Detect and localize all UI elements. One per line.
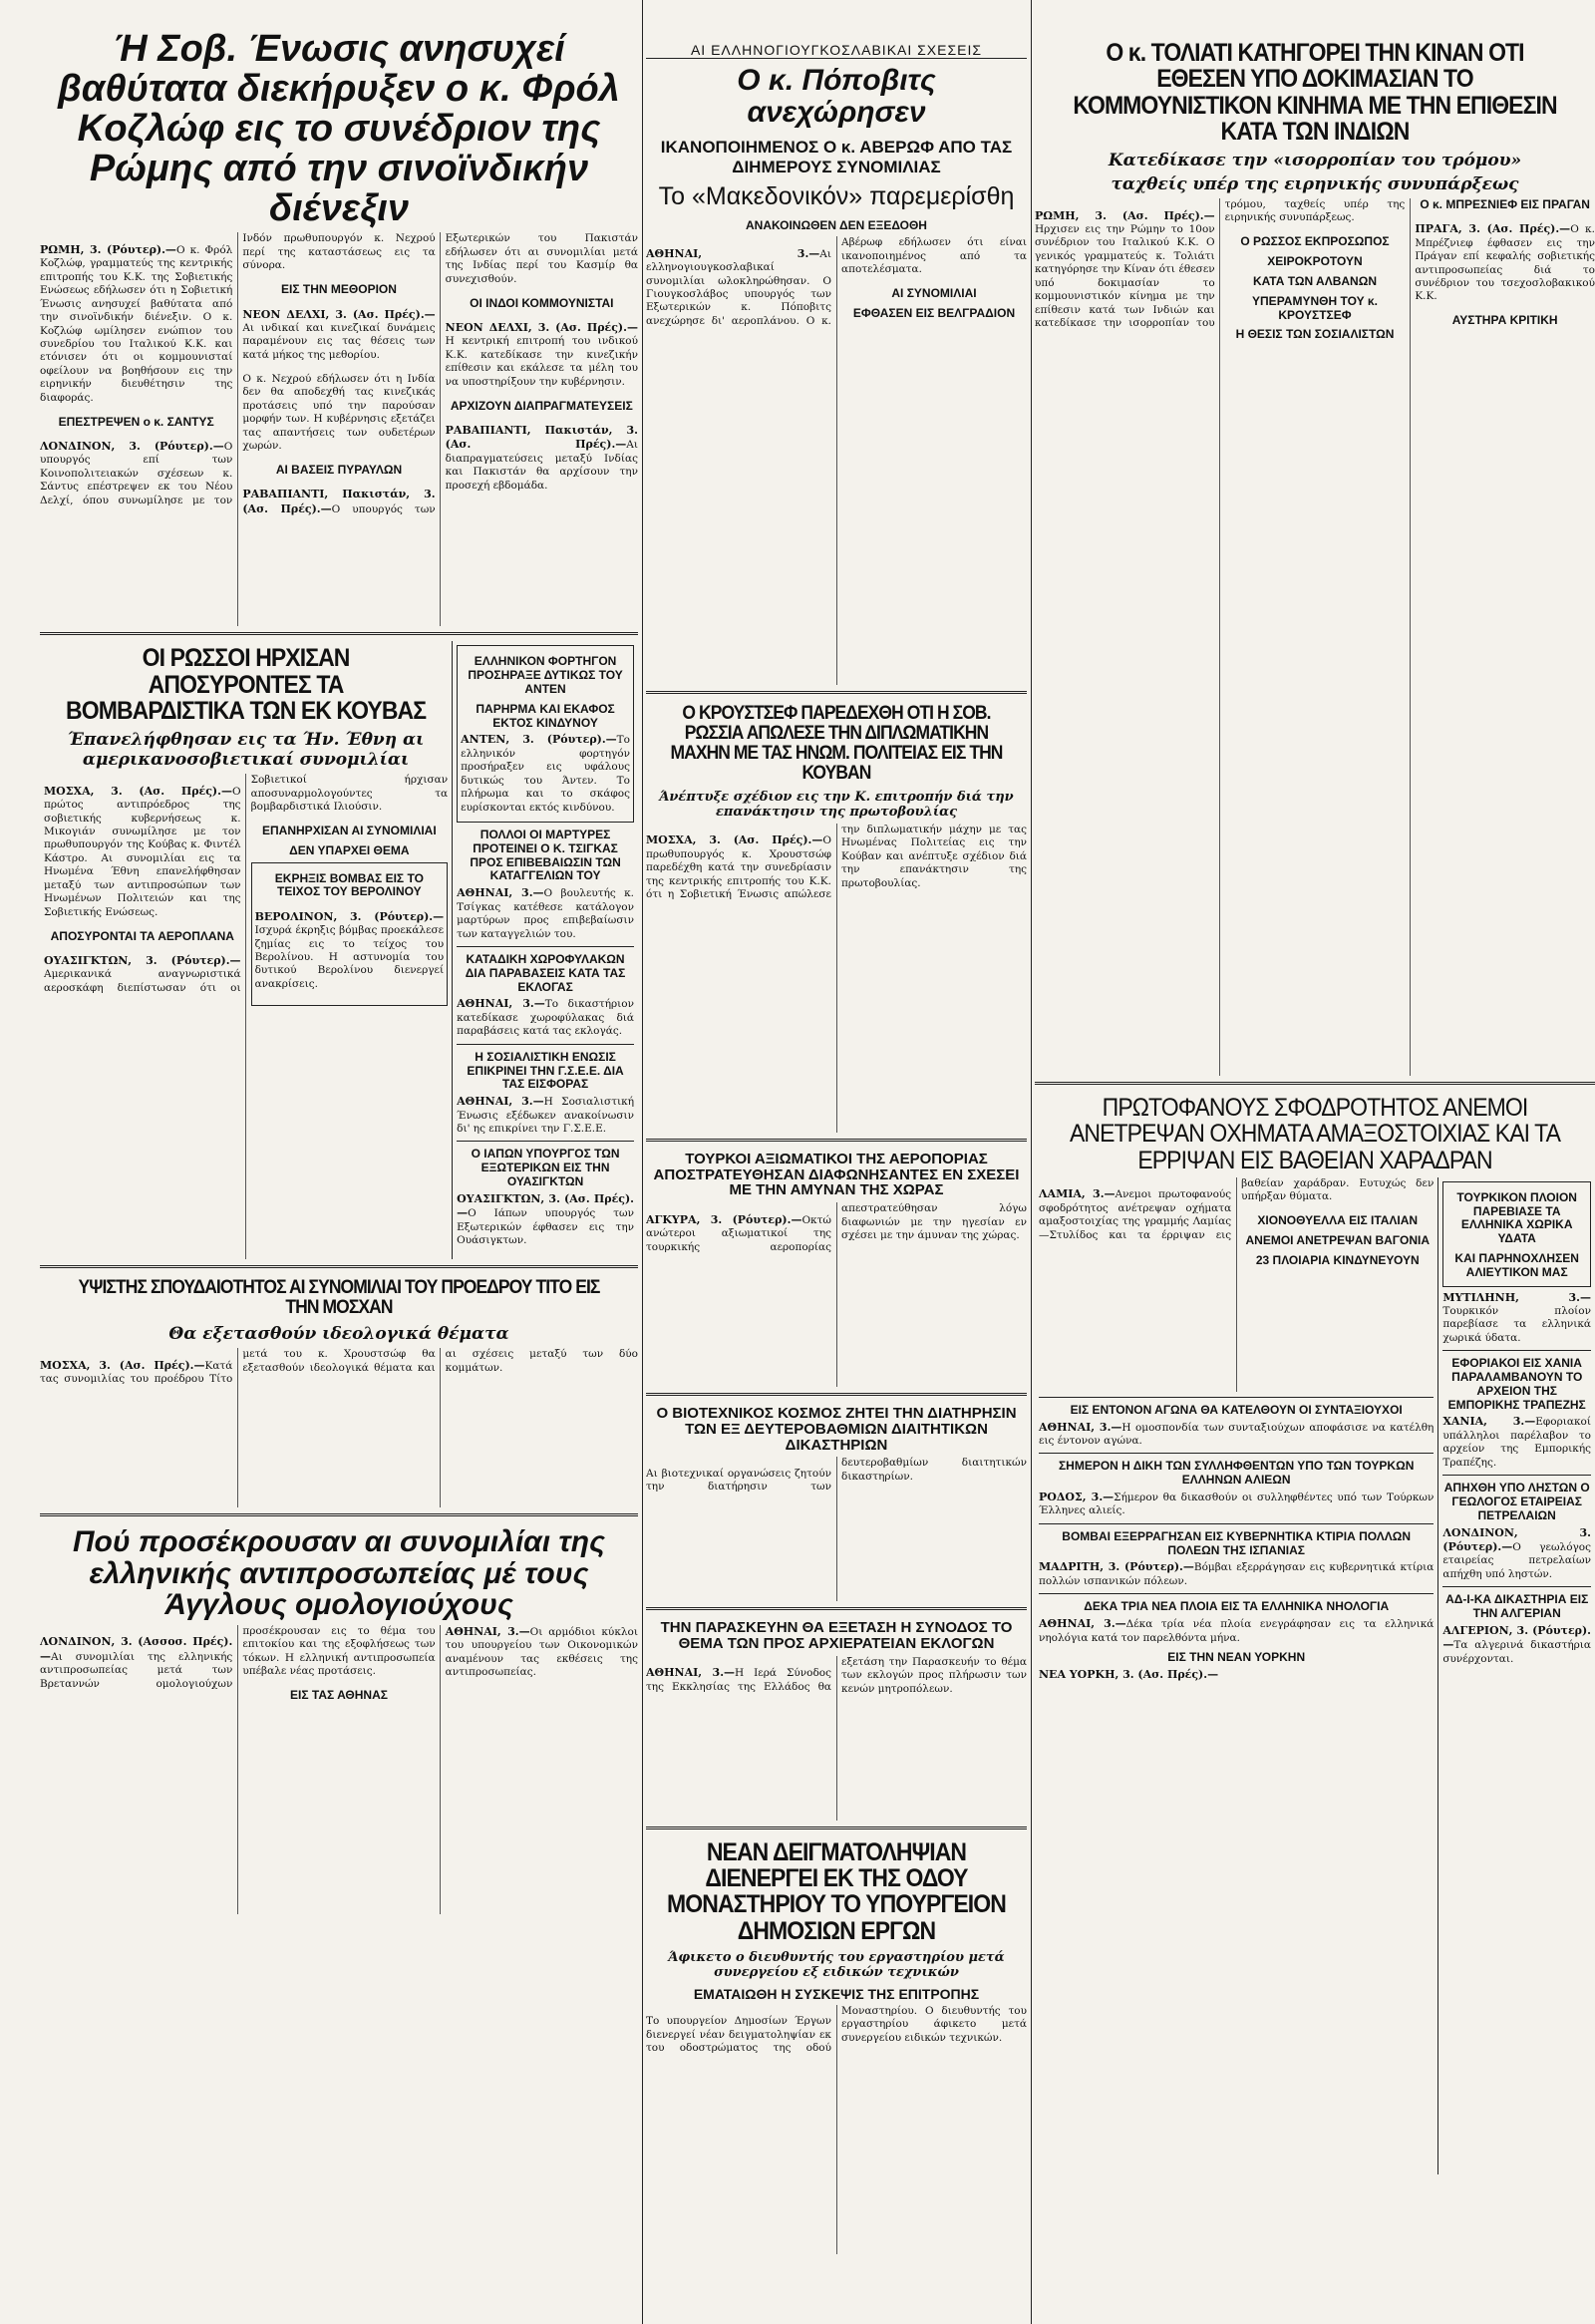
dateline: ΑΘΗΝΑΙ, 3.— — [1039, 1420, 1122, 1434]
article-body: Ο κ. Νεχρού εδήλωσεν ότι η Ινδία δεν θα αποδεχθή τας κινεζικάς προτάσεις υπό την παρούσαν μορφήν των. Η κυβέρνησις εξετάζει τας απαντήσεις των ουδετέρων χωρών. — [242, 372, 436, 452]
dateline: ΡΑΒΑΠΙΑΝΤΙ, Πακιστάν, 3. (Ασ. Πρές).— — [242, 488, 436, 515]
subhead: ΑΙ ΣΥΝΟΜΙΛΙΑΙ — [891, 285, 977, 300]
column-left — [40, 0, 638, 2324]
article-body: Το δικαστήριον κατεδίκασε χωροφύλακας διά παραβάσεις κατά τας εκλογάς. — [457, 998, 635, 1038]
article-body: Αμερικανικά αναγνωριστικά αεροσκάφη διεπίστωσαν ότι οι Σοβιετικοί ήρχισαν αποσυναρμολογούντες τα βομβαρδιστικά Ιλιούσιν. — [44, 774, 449, 994]
article-body: Εφοριακοί υπάλληλοι παρέλαβον το αρχείον της Εμπορικής Τραπέζης. — [1442, 1416, 1591, 1469]
tito-article — [40, 1348, 638, 1507]
subhead: ΑΙ ΒΑΣΕΙΣ ΠΥΡΑΥΛΩΝ — [275, 462, 403, 477]
subhead: Ο ΡΩΣΣΟΣ ΕΚΠΡΟΣΩΠΟΣ — [1240, 234, 1390, 249]
yugo-subheadline: ΙΚΑΝΟΠΟΙΗΜΕΝΟΣ Ο κ. ΑΒΕΡΩΦ ΑΠΟ ΤΑΣ ΔΙΗΜΕΡΟΥΣ ΣΥΝΟΜΙΛΙΑΣ — [660, 138, 1013, 176]
divider — [40, 1265, 638, 1268]
dateline: ΜΟΣΧΑ, 3. (Ασ. Πρές).— — [40, 1358, 205, 1372]
article-body: Ο βουλευτής κ. Τσίγκας κατέθεσε κατάλογον μαρτύρων προς επιβεβαίωσιν των καταγγελιών του. — [457, 887, 634, 940]
article-body: Ο υπουργός επί των Κοινοπολιτειακών σχέσεων κ. Σάντυς επέστρεψεν εκ του Νέου Δελχί, όπου συνωμίλησε με τον Ινδόν πρωθυπουργόν κ. Νεχρού περί της καταστάσεως εις τα σύνορα. — [40, 232, 436, 506]
togliatti-headline: Ο κ. ΤΟΛΙΑΤΙ ΚΑΤΗΓΟΡΕΙ ΤΗΝ ΚΙΝΑΝ ΟΤΙ ΕΘΕΣΕΝ ΥΠΟ ΔΟΚΙΜΑΣΙΑΝ ΤΟ ΚΟΜΜΟΥΝΙΣΤΙΚΟΝ ΚΙΝΗΜΑ ΜΕ ΤΗΝ ΕΠΙΘΕΣΙΝ ΚΑΤΑ ΤΩΝ ΙΝΔΙΩΝ — [1073, 39, 1557, 146]
dateline: ΑΘΗΝΑΙ, 3.— — [457, 1095, 544, 1109]
dateline: ΜΥΤΙΛΗΝΗ, 3.— — [1442, 1290, 1591, 1304]
dateline: ΝΕΟΝ ΔΕΛΧΙ, 3. (Ασ. Πρές).— — [445, 321, 638, 334]
divider — [646, 1139, 1027, 1142]
article-body: Ηρχισεν εις την Ρώμην το 10ον συνέδριον του Ιταλικού Κ.Κ. Ο γενικός γραμματεύς κ. Τολιάτι κατηγόρησε την Κίναν ότι έθεσεν υπό δοκιμασίαν το κομμουνιστικόν κίνημα με την επίθεσιν κατά των Ινδιών και κατεδίκασε την ισορροπίαν του τρόμου, ταχθείς υπέρ της ειρηνικής συνυπάρξεως. — [1035, 198, 1406, 329]
dateline: ΑΘΗΝΑΙ, 3.— — [445, 1624, 530, 1638]
subhead: ΚΑΤΑ ΤΩΝ ΑΛΒΑΝΩΝ — [1252, 273, 1377, 288]
dateline: ΑΘΗΝΑΙ, 3.— — [646, 246, 820, 260]
article-body: Ανεμοι πρωτοφανούς σφοδρότητος ανέτρεψαν οχήματα αμαξοστοιχίας της γραμμής Λαμίας—Στυλίδος και τα έρριψαν εις βαθείαν χαράδραν. Ευτυχώς δεν υπήρξαν θύματα. — [1039, 1176, 1435, 1241]
public-works-article — [646, 2005, 1027, 2254]
yugo-subheadline-3: ΑΝΑΚΟΙΝΩΘΕΝ ΔΕΝ ΕΞΕΔΟΘΗ — [746, 218, 927, 233]
dateline: ΡΩΜΗ, 3. (Ρόυτερ).— — [40, 242, 176, 256]
divider — [646, 691, 1027, 694]
subhead: ΑΝΕΜΟΙ ΑΝΕΤΡΕΨΑΝ ΒΑΓΟΝΙΑ — [1245, 1232, 1430, 1247]
subhead: ΔΕΝ ΥΠΑΡΧΕΙ ΘΕΜΑ — [289, 842, 410, 857]
divider — [1039, 1397, 1434, 1398]
divider — [646, 1607, 1027, 1610]
dateline: ΑΘΗΝΑΙ, 3.— — [1039, 1617, 1126, 1631]
togliatti-subheadline: Κατεδίκασε την «ισορροπίαν του τρόμου» — [1108, 151, 1522, 170]
divider — [457, 1141, 634, 1142]
dateline: ΡΩΜΗ, 3. (Ασ. Πρές).— — [1035, 208, 1215, 222]
winds-article — [1039, 1177, 1434, 1392]
uk-bondholders-article — [40, 1625, 638, 1914]
bomb-headline: ΕΚΡΗΞΙΣ ΒΟΜΒΑΣ ΕΙΣ ΤΟ ΤΕΙΧΟΣ ΤΟΥ ΒΕΡΟΛΙΝΟΥ — [274, 870, 424, 899]
chania-headline: ΕΦΟΡΙΑΚΟΙ ΕΙΣ ΧΑΝΙΑ ΠΑΡΑΛΑΜΒΑΝΟΥΝ ΤΟ ΑΡΧΕΙΟΝ ΤΗΣ ΕΜΠΟΡΙΚΗΣ ΤΡΑΠΕΖΗΣ — [1447, 1356, 1586, 1412]
subhead: ΕΙΣ ΤΑΣ ΑΘΗΝΑΣ — [290, 1688, 388, 1703]
yugo-subheadline-2: Το «Μακεδονικόν» παρεμερίσθη — [658, 182, 1015, 211]
column-middle — [646, 0, 1027, 2324]
khrushchev-cuba-article — [646, 824, 1027, 1133]
subhead: ΑΠΟΣΥΡΟΝΤΑΙ ΤΑ ΑΕΡΟΠΛΑΝΑ — [50, 928, 234, 943]
column-rule-1 — [642, 0, 643, 2324]
khrushchev-cuba-headline: Ο ΚΡΟΥΣΤΣΕΦ ΠΑΡΕΔΕΧΘΗ ΟΤΙ Η ΣΟΒ. ΡΩΣΣΙΑ ΑΠΩΛΕΣΕ ΤΗΝ ΔΙΠΛΩΜΑΤΙΚΗΝ ΜΑΧΗΝ ΜΕ ΤΑΣ ΗΝΩΜ. ΠΟΛΙΤΕΙΑΣ ΕΙΣ ΤΗΝ ΚΟΥΒΑΝ — [670, 703, 1003, 784]
craft-article — [646, 1457, 1027, 1601]
public-works-headline: ΝΕΑΝ ΔΕΙΓΜΑΤΟΛΗΨΙΑΝ ΔΙΕΝΕΡΓΕΙ ΕΚ ΤΗΣ ΟΔΟΥ ΜΟΝΑΣΤΗΡΙΟΥ ΤΟ ΥΠΟΥΡΓΕΙΟΝ ΔΗΜΟΣΙΩΝ ΕΡΓΩΝ — [667, 1837, 1006, 1945]
article-body: Αι ελληνογιουγκοσλαβικαί συνομιλίαι ωλοκληρώθησαν. Ο Γιουγκοσλάβος υπουργός των Εξωτερικών κ. Πόποβιτς ανεχώρησε δι' αεροπλάνου. Ο κ. Αβέρωφ εδήλωσεν ότι είναι ικανοποιημένος από τα αποτελέσματα. — [646, 236, 1027, 327]
turkish-officers-headline: ΤΟΥΡΚΟΙ ΑΞΙΩΜΑΤΙΚΟΙ ΤΗΣ ΑΕΡΟΠΟΡΙΑΣ ΑΠΟΣΤΡΑΤΕΥΘΗΣΑΝ ΔΙΑΦΩΝΗΣΑΝΤΕΣ ΕΝ ΣΧΕΣΕΙ ΜΕ ΤΗΝ ΑΜΥΝΑΝ ΤΗΣ ΧΩΡΑΣ — [653, 1150, 1020, 1199]
yugo-article — [646, 236, 1027, 685]
divider — [1039, 1523, 1434, 1524]
divider — [40, 632, 638, 635]
craft-headline: Ο ΒΙΟΤΕΧΝΙΚΟΣ ΚΟΣΜΟΣ ΖΗΤΕΙ ΤΗΝ ΔΙΑΤΗΡΗΣΙΝ ΤΩΝ ΕΞ ΔΕΥΤΕΡΟΒΑΘΜΙΩΝ ΔΙΑΙΤΗΤΙΚΩΝ ΔΙΚΑΣΤΗΡΙΩΝ — [656, 1405, 1017, 1454]
article-body: Ο πρώτος αντιπρόεδρος της σοβιετικής κυβερνήσεως κ. Μικογιάν συνωμίλησε με τον πρωθυπουργόν της Κούβας κ. Φιντέλ Κάστρο. Αι συνομιλίαι εις τα Ηνωμένα Έθνη επανελήφθησαν μεταξύ των αντιπροσώπων των Ηνωμένων Πολιτειών και της Σοβιετικής Ενώσεως. — [44, 785, 241, 918]
dateline: ΠΡΑΓΑ, 3. (Ασ. Πρές).— — [1415, 222, 1571, 236]
subhead: Ο κ. ΜΠΡΕΣΝΙΕΦ ΕΙΣ ΠΡΑΓΑΝ — [1420, 197, 1590, 211]
russia-and-ship-section — [40, 641, 638, 1259]
article-body: Ο πρωθυπουργός κ. Χρουστσώφ παρεδέχθη κατά την συνεδρίασιν της κεντρικής επιτροπής του Κ.Κ. ότι η Σοβιετική Ένωσις απώλεσε την διπλωματικήν μάχην με τας Ηνωμένας Πολιτείας εις την Κούβαν και ανέπτυξε σχέδιον διά την επανάκτησιν της πρωτοβουλίας. — [646, 823, 1027, 901]
synod-article — [646, 1656, 1027, 1821]
article-body: Το υπουργείον Δημοσίων Έργων διενεργεί νέαν δειγματοληψίαν εκ του οδοστρώματος της οδού Μοναστηρίου. Ο διευθυντής του εργαστηρίου άφικετο μετά συνεργείου ειδικών τεχνικών. — [646, 2004, 1027, 2055]
dateline: ΛΟΝΔΙΝΟΝ, 3. (Ασσοσ. Πρές).— — [40, 1635, 233, 1663]
dateline: ΡΟΔΟΣ, 3.— — [1039, 1491, 1115, 1504]
article-body: Αι συνομιλίαι της ελληνικής αντιπροσωπείας μετά των Βρεταννών ομολογιούχων προσέκρουσαν εις το θέμα του επιτοκίου και της εξοφλήσεως των τόκων. Η ελληνική αντιπροσωπεία υπέβαλε νέας προτάσεις. — [40, 1624, 436, 1690]
article-body: Οι αρμόδιοι κύκλοι του υπουργείου των Οικονομικών αναμένουν τας εκθέσεις της αντιπροσωπείας. — [445, 1625, 638, 1679]
subhead: ΧΕΙΡΟΚΡΟΤΟΥΝ — [1267, 254, 1363, 269]
russia-subheadline: Έπανελήφθησαν εις τα Ήν. Έθνη αι αμερικανοσοβιετικαί συνομιλίαι — [67, 730, 425, 771]
yugo-kicker: ΑΙ ΕΛΛΗΝΟΓΙΟΥΓΚΟΣΛΑΒΙΚΑΙ ΣΧΕΣΕΙΣ — [646, 42, 1027, 59]
article-body: Αι βιοτεχνικαί οργανώσεις ζητούν την διατήρησιν των δευτεροβαθμίων διαιτητικών δικαστηρίων. — [646, 1457, 1027, 1494]
divider — [40, 1513, 638, 1516]
dateline: ΑΘΗΝΑΙ, 3.— — [646, 1666, 736, 1680]
article-body: Οκτώ ανώτεροι αξιωματικοί της τουρκικής αεροπορίας απεστρατεύθησαν λόγω διαφωνιών με την ηγεσίαν εν σχέσει με την άμυναν της χώρας. — [646, 1202, 1027, 1253]
dateline: ΡΑΒΑΠΙΑΝΤΙ, Πακιστάν, 3. (Ασ. Πρές).— — [445, 423, 638, 452]
article-body: Ο Ιάπων υπουργός των Εξωτερικών έφθασεν εις την Ουάσιγκτων. — [457, 1207, 634, 1247]
dateline: ΜΑΔΡΙΤΗ, 3. (Ρόυτερ).— — [1039, 1560, 1194, 1574]
article-body: Η ομοσπονδία των συνταξιούχων αποφάσισε να κατέλθη εις έντονον αγώνα. — [1039, 1421, 1435, 1447]
subhead: ΕΠΑΝΗΡΧΙΣΑΝ ΑΙ ΣΥΝΟΜΙΛΙΑΙ — [262, 824, 437, 838]
article-body: Ο κ. Φρόλ Κοζλώφ, γραμματεύς της κεντρικής επιτροπής του Κ.Κ. της Σοβιετικής Ενώσεως εδήλωσεν ότι η Σοβιετική Ένωσις ανησυχεί βαθύτατα από την σινοϊνδικήν διένεξιν. Ο κ. Κοζλώφ ωμίλησεν ενώπιον του συνεδρίου του Ιταλικού Κ.Κ. και ετόνισεν ότι οι κομμουνισταί οφείλουν να βοηθήσουν εις την ειρηνικήν διευθέτησιν της διαφοράς. — [40, 243, 233, 404]
dateline: ΒΕΡΟΛΙΝΟΝ, 3. (Ρόυτερ).— — [254, 909, 445, 923]
divider — [1039, 1593, 1434, 1594]
divider — [1039, 1453, 1434, 1454]
dateline: ΛΟΝΔΙΝΟΝ, 3. (Ρόυτερ).— — [1442, 1525, 1591, 1554]
algeria-courts-headline: ΑΔ-Ι-ΚΑ ΔΙΚΑΣΤΗΡΙΑ ΕΙΣ ΤΗΝ ΑΛΓΕΡΙΑΝ — [1445, 1592, 1589, 1621]
winds-briefs — [1035, 1177, 1437, 2174]
article-body: Ισχυρά έκρηξις βόμβας προεκάλεσε ζημίας εις το τείχος του Βερολίνου. Η αστυνομία του δυτικού Βερολίνου διενεργεί ανακρίσεις. — [254, 924, 445, 990]
divider — [1442, 1475, 1591, 1476]
column-rule-2 — [1031, 0, 1032, 2324]
japan-headline: Ο ΙΑΠΩΝ ΥΠΟΥΡΓΟΣ ΤΩΝ ΕΞΩΤΕΡΙΚΩΝ ΕΙΣ ΤΗΝ ΟΥΑΣΙΓΚΤΩΝ — [471, 1147, 620, 1188]
dateline: ΑΝΤΕΝ, 3. (Ρόυτερ).— — [461, 733, 617, 747]
article-body: Δέκα τρία νέα πλοία ενεγράφησαν εις τα ελληνικά νηολόγια κατά τον παρελθόντα μήνα. — [1039, 1618, 1435, 1644]
public-works-subheadline-2: ΕΜΑΤΑΙΩΘΗ Η ΣΥΣΚΕΨΙΣ ΤΗΣ ΕΠΙΤΡΟΠΗΣ — [693, 1985, 980, 2002]
article-body: Κατά τας συνομιλίας του προέδρου Τίτο μετά του κ. Χρουστσώφ θα εξετασθούν ιδεολογικά θέματα και αι σχέσεις μεταξύ των δύο κομμάτων. — [40, 1348, 638, 1386]
winds-and-briefs-section — [1035, 1177, 1595, 2174]
winds-headline: ΠΡΩΤΟΦΑΝΟΥΣ ΣΦΟΔΡΟΤΗΤΟΣ ΑΝΕΜΟΙ ΑΝΕΤΡΕΨΑΝ ΟΧΗΜΑΤΑ ΑΜΑΞΟΣΤΟΙΧΙΑΣ ΚΑΙ ΤΑ ΕΡΡΙΨΑΝ ΕΙΣ ΒΑΘΕΙΑΝ ΧΑΡΑΔΡΑΝ — [1069, 1094, 1560, 1174]
uk-bondholders-headline: Πού προσέκρουσαν αι συνομιλίαι της ελληνικής αντιπροσωπείας μέ τους Άγγλους ομολογιούχους — [73, 1525, 605, 1622]
subhead: ΥΠΕΡΑΜΥΝΘΗ ΤΟΥ κ. ΚΡΟΥΣΤΣΕΦ — [1252, 293, 1378, 322]
turkish-officers-article — [646, 1202, 1027, 1387]
divider — [457, 946, 634, 947]
dateline: ΑΓΚΥΡΑ, 3. (Ρόυτερ).— — [646, 1212, 802, 1226]
right-briefs — [1437, 1177, 1595, 2174]
dateline: ΜΟΣΧΑ, 3. (Ασ. Πρές).— — [646, 833, 823, 847]
dateline: ΑΛΓΕΡΙΟΝ, 3. (Ρόυτερ).— — [1442, 1623, 1591, 1652]
dateline: ΝΕΑ ΥΟΡΚΗ, 3. (Ασ. Πρές).— — [1039, 1667, 1219, 1681]
dateline: ΛΟΝΔΙΝΟΝ, 3. (Ρόυτερ).— — [40, 440, 224, 453]
subhead: 23 ΠΛΟΙΑΡΙΑ ΚΙΝΔΥΝΕΥΟΥΝ — [1255, 1252, 1420, 1267]
dateline: ΛΑΜΙΑ, 3.— — [1039, 1187, 1116, 1201]
briefs-column — [452, 641, 638, 1259]
divider — [646, 1826, 1027, 1829]
gendarme-headline: ΚΑΤΑΔΙΚΗ ΧΩΡΟΦΥΛΑΚΩΝ ΔΙΑ ΠΑΡΑΒΑΣΕΙΣ ΚΑΤΑ ΤΑΣ ΕΚΛΟΓΑΣ — [465, 952, 626, 994]
togliatti-subheadline-2: ταχθείς υπέρ της ειρηνικής συνυπάρξεως — [1111, 174, 1519, 194]
russia-headline: ΟΙ ΡΩΣΣΟΙ ΗΡΧΙΣΑΝ ΑΠΟΣΥΡΟΝΤΕΣ ΤΑ ΒΟΜΒΑΡΔΙΣΤΙΚΑ ΤΩΝ ΕΚ ΚΟΥΒΑΣ — [66, 644, 427, 725]
dateline: ΝΕΟΝ ΔΕΛΧΙ, 3. (Ασ. Πρές).— — [242, 307, 436, 321]
public-works-subheadline: Άφικετο ο διευθυντής του εργαστηρίου μετά συνεργείου εξ ειδικών τεχνικών — [668, 1949, 1005, 1980]
divider — [1442, 1350, 1591, 1351]
article-body: Η Ιερά Σύνοδος της Εκκλησίας της Ελλάδος θα εξετάση την Παρασκευήν το θέμα των εκλογών προς πλήρωσιν των κενών μητροπόλεων. — [646, 1655, 1027, 1695]
subhead: ΧΙΟΝΟΘΥΕΛΛΑ ΕΙΣ ΙΤΑΛΙΑΝ — [1257, 1213, 1419, 1228]
khrushchev-cuba-subheadline: Άνέπτυξε σχέδιον εις την Κ. επιτροπήν διά την επανάκτησιν της πρωτοβουλίας — [659, 789, 1014, 820]
witness-headline: ΠΟΛΛΟΙ ΟΙ ΜΑΡΤΥΡΕΣ ΠΡΟΤΕΙΝΕΙ Ο Κ. ΤΣΙΓΚΑΣ ΠΡΟΣ ΕΠΙΒΕΒΑΙΩΣΙΝ ΤΩΝ ΚΑΤΑΓΓΕΛΙΩΝ ΤΟΥ — [470, 828, 621, 883]
greek-ship-subhead: ΠΑΡΗΡΜΑ ΚΑΙ ΕΚΑΦΟΣ ΕΚΤΟΣ ΚΙΝΔΥΝΟΥ — [476, 701, 615, 730]
dateline: ΧΑΝΙΑ, 3.— — [1442, 1415, 1536, 1429]
lead-article-kozlov — [40, 232, 638, 626]
tito-headline: ΥΨΙΣΤΗΣ ΣΠΟΥΔΑΙΟΤΗΤΟΣ ΑΙ ΣΥΝΟΜΙΛΙΑΙ ΤΟΥ ΠΡΟΕΔΡΟΥ ΤΙΤΟ ΕΙΣ ΤΗΝ ΜΟΣΧΑΝ — [78, 1277, 600, 1319]
dateline: ΟΥΑΣΙΓΚΤΩΝ, 3. (Ρόυτερ).— — [44, 953, 241, 967]
article-body: Αι διαπραγματεύσεις μεταξύ Ινδίας και Πακιστάν θα αρχίσουν την προσεχή εβδομάδα. — [445, 439, 638, 492]
geologist-headline: ΑΠΗΧΘΗ ΥΠΟ ΛΗΣΤΩΝ Ο ΓΕΩΛΟΓΟΣ ΕΤΑΙΡΕΙΑΣ ΠΕΤΡΕΛΑΙΩΝ — [1443, 1481, 1590, 1522]
subhead: ΑΥΣΤΗΡΑ ΚΡΙΤΙΚΗ — [1451, 313, 1558, 328]
article-body: Αι ινδικαί και κινεζικαί δυνάμεις παραμένουν εις τας θέσεις των κατά μήκος της μεθορίου. — [242, 322, 436, 361]
subhead: ΑΡΧΙΖΟΥΝ ΔΙΑΠΡΑΓΜΑΤΕΥΣΕΙΣ — [450, 398, 633, 413]
article-body: Ο υπουργός των Εξωτερικών του Πακιστάν εδήλωσεν ότι αι συνομιλίαι μετά της Ινδίας περί του Κασμίρ θα συνεχισθούν. — [331, 232, 638, 515]
lead-headline-kozlov: Ή Σοβ. Ένωσις ανησυχεί βαθύτατα διεκήρυξεν ο κ. Φρόλ Κοζλώφ εις το συνέδριον της Ρώμης από την σινοϊνδικήν διένεξιν — [58, 28, 620, 229]
subhead: Η ΘΕΣΙΣ ΤΩΝ ΣΟΣΙΑΛΙΣΤΩΝ — [1235, 327, 1395, 342]
greek-ship-headline: ΕΛΛΗΝΙΚΟΝ ΦΟΡΤΗΓΟΝ ΠΡΟΣΗΡΑΞΕ ΔΥΤΙΚΩΣ ΤΟΥ ΑΝΤΕΝ — [468, 654, 623, 697]
new-ships-headline: ΔΕΚΑ ΤΡΙΑ ΝΕΑ ΠΛΟΙΑ ΕΙΣ ΤΑ ΕΛΛΗΝΙΚΑ ΝΗΟΛΟΓΙΑ — [1084, 1599, 1390, 1614]
fishermen-trial-headline: ΣΗΜΕΡΟΝ Η ΔΙΚΗ ΤΩΝ ΣΥΛΛΗΦΘΕΝΤΩΝ ΥΠΟ ΤΩΝ ΤΟΥΡΚΩΝ ΕΛΛΗΝΩΝ ΑΛΙΕΩΝ — [1058, 1459, 1415, 1488]
divider — [1035, 1082, 1595, 1085]
togliatti-article — [1035, 198, 1595, 1076]
dateline: ΜΟΣΧΑ, 3. (Ασ. Πρές).— — [44, 784, 232, 798]
synod-headline: ΤΗΝ ΠΑΡΑΣΚΕΥΗΝ ΘΑ ΕΞΕΤΑΣΗ Η ΣΥΝΟΔΟΣ ΤΟ ΘΕΜΑ ΤΩΝ ΠΡΟΣ ΑΡΧΙΕΡΑΤΕΙΑΝ ΕΚΛΟΓΩΝ — [660, 1619, 1013, 1653]
article-body: Ο κ. Μπρέζνιεφ έφθασεν εις την Πράγαν επί κεφαλής σοβιετικής αντιπροσωπείας διά το συνέδριον του τσεχοσλοβακικού Κ.Κ. — [1415, 223, 1595, 303]
turkish-ship-subhead: ΚΑΙ ΠΑΡΗΝΟΧΛΗΣΕΝ ΑΛΙΕΥΤΙΚΟΝ ΜΑΣ — [1454, 1250, 1579, 1279]
divider — [457, 1044, 634, 1045]
column-right — [1035, 0, 1595, 2324]
article-body: Τα αλγερινά δικαστήρια συνέρχονται. — [1442, 1639, 1591, 1665]
subhead: ΟΙ ΙΝΔΟΙ ΚΟΜΜΟΥΝΙΣΤΑΙ — [470, 295, 614, 310]
subhead: ΕΠΕΣΤΡΕΨΕΝ ο κ. ΣΑΝΤΥΣ — [58, 414, 214, 429]
dateline: ΑΘΗΝΑΙ, 3.— — [457, 886, 544, 900]
pensioners-headline: ΕΙΣ ΕΝΤΟΝΟΝ ΑΓΩΝΑ ΘΑ ΚΑΤΕΛΘΟΥΝ ΟΙ ΣΥΝΤΑΞΙΟΥΧΟΙ — [1070, 1402, 1403, 1417]
dateline: ΑΘΗΝΑΙ, 3.— — [457, 997, 545, 1011]
article-body: Η Σοσιαλιστική Ένωσις εξέδωκεν ανακοίνωσιν δι' ης επικρίνει την Γ.Σ.Ε.Ε. — [457, 1096, 634, 1135]
article-body: Σήμερον θα δικασθούν οι συλληφθέντες υπό των Τούρκων Έλληνες αλιείς. — [1039, 1492, 1435, 1517]
yugo-headline: Ο κ. Πόποβιτς ανεχώρησεν — [737, 64, 936, 129]
subhead: ΕΙΣ ΤΗΝ ΜΕΘΟΡΙΟΝ — [281, 282, 397, 297]
article-body: Ο γεωλόγος εταιρείας πετρελαίων απήχθη υπό ληστών. — [1442, 1541, 1591, 1580]
divider — [646, 1393, 1027, 1396]
subhead: ΕΦΘΑΣΕΝ ΕΙΣ ΒΕΛΓΡΑΔΙΟΝ — [852, 305, 1016, 320]
gsee-headline: Η ΣΟΣΙΑΛΙΣΤΙΚΗ ΕΝΩΣΙΣ ΕΠΙΚΡΙΝΕΙ ΤΗΝ Γ.Σ.Ε.Ε. ΔΙΑ ΤΑΣ ΕΙΣΦΟΡΑΣ — [467, 1049, 624, 1092]
turkish-ship-headline: ΤΟΥΡΚΙΚΟΝ ΠΛΟΙΟΝ ΠΑΡΕΒΙΑΣΕ ΤΑ ΕΛΛΗΝΙΚΑ ΧΩΡΙΚΑ ΥΔΑΤΑ — [1456, 1189, 1577, 1246]
article-body: Τουρκικόν πλοίον παρεβίασε τα ελληνικά χωρικά ύδατα. — [1442, 1304, 1591, 1344]
russia-article — [40, 641, 452, 1259]
spain-bombs-headline: ΒΟΜΒΑΙ ΕΞΕΡΡΑΓΗΣΑΝ ΕΙΣ ΚΥΒΕΡΝΗΤΙΚΑ ΚΤΙΡΙΑ ΠΟΛΛΩΝ ΠΟΛΕΩΝ ΤΗΣ ΙΣΠΑΝΙΑΣ — [1062, 1528, 1412, 1557]
tito-subheadline: Θα εξετασθούν ιδεολογικά θέματα — [168, 1324, 509, 1345]
article-body: Το ελληνικόν φορτηγόν προσήραξεν εις υφάλους δυτικώς του Άντεν. Το πλήρωμα και το σκάφος ευρίσκονται εκτός κινδύνου. — [461, 734, 630, 814]
article-body: Βόμβαι εξερράγησαν εις κυβερνητικά κτίρια πολλών ισπανικών πόλεων. — [1039, 1561, 1435, 1587]
divider — [1442, 1586, 1591, 1587]
article-body: Η κεντρική επιτροπή του ινδικού Κ.Κ. κατεδίκασε την κινεζικήν επίθεσιν και εκάλεσε τα μέλη του να υποστηρίξουν την κυβέρνησιν. — [445, 335, 638, 388]
new-york-headline: ΕΙΣ ΤΗΝ ΝΕΑΝ ΥΟΡΚΗΝ — [1167, 1650, 1306, 1665]
dateline: ΟΥΑΣΙΓΚΤΩΝ, 3. (Ασ. Πρές).— — [457, 1191, 634, 1220]
